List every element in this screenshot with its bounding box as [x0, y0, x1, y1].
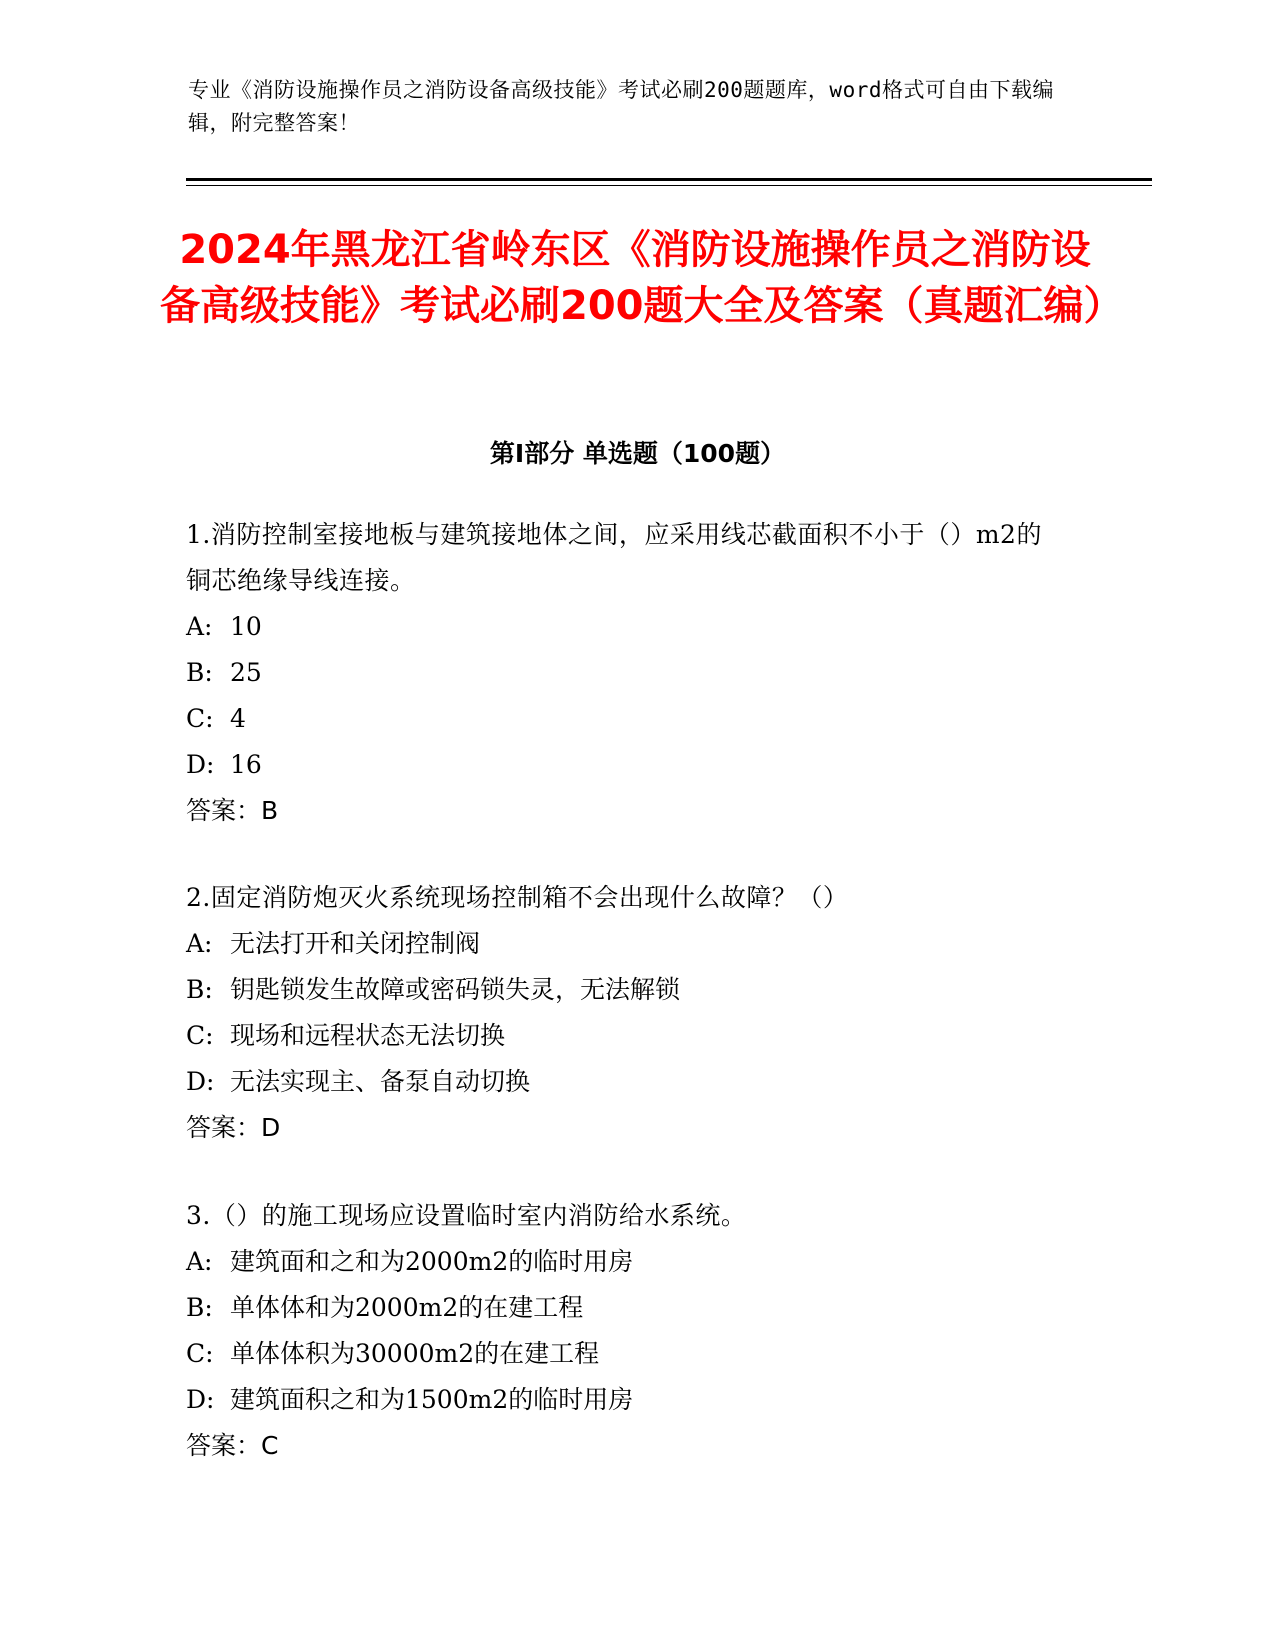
- option-letter: A:: [186, 1247, 213, 1276]
- option-text: 现场和远程状态无法切换: [230, 1021, 506, 1050]
- option-text: 16: [230, 750, 262, 779]
- section-title: 第Ⅰ部分 单选题（100题）: [489, 439, 786, 468]
- question-option: [186, 1239, 1066, 1285]
- option-text: 单体体和为2000m2的在建工程: [230, 1293, 584, 1322]
- option-text: 建筑面和之和为2000m2的临时用房: [230, 1247, 634, 1276]
- option-letter: D:: [186, 1067, 215, 1096]
- question-stem: 3.（）的施工现场应设置临时室内消防给水系统。: [186, 1201, 747, 1230]
- option-text: 25: [230, 658, 262, 687]
- question-option: [186, 1331, 1066, 1377]
- option-text: 4: [230, 704, 246, 733]
- question-option: [186, 604, 1066, 650]
- option-letter: D:: [186, 1385, 215, 1414]
- question-option: [186, 650, 1066, 696]
- option-text: 钥匙锁发生故障或密码锁失灵，无法解锁: [230, 975, 681, 1004]
- question-option: [186, 696, 1066, 742]
- question-option: [186, 1013, 1066, 1059]
- question-option: [186, 1285, 1066, 1331]
- option-text: 无法打开和关闭控制阀: [230, 929, 481, 958]
- option-letter: A:: [186, 612, 213, 641]
- option-text: 建筑面积之和为1500m2的临时用房: [230, 1385, 634, 1414]
- question-block: [186, 512, 1066, 834]
- question-option: [186, 1377, 1066, 1423]
- question-answer: 答案：C: [186, 1431, 279, 1460]
- header-rule-thick: [186, 178, 1152, 181]
- question-answer: 答案：D: [186, 1113, 281, 1142]
- question-option: [186, 742, 1066, 788]
- question-block: [186, 1193, 1066, 1469]
- option-letter: C:: [186, 1021, 214, 1050]
- question-stem: 2.固定消防炮灭火系统现场控制箱不会出现什么故障？（）: [186, 883, 849, 912]
- option-text: 无法实现主、备泵自动切换: [230, 1067, 531, 1096]
- header-rule-thin: [186, 185, 1152, 186]
- option-text: 10: [230, 612, 262, 641]
- option-text: 单体体积为30000m2的在建工程: [230, 1339, 600, 1368]
- question-block: [186, 875, 1066, 1151]
- header-note: 专业《消防设施操作员之消防设备高级技能》考试必刷200题题库，word格式可自由下载编辑，附完整答案！: [188, 78, 1054, 135]
- option-letter: B:: [186, 658, 213, 687]
- option-letter: C:: [186, 1339, 214, 1368]
- option-letter: A:: [186, 929, 213, 958]
- question-option: [186, 921, 1066, 967]
- question-option: [186, 967, 1066, 1013]
- question-option: [186, 1059, 1066, 1105]
- option-letter: B:: [186, 1293, 213, 1322]
- option-letter: D:: [186, 750, 215, 779]
- option-letter: B:: [186, 975, 213, 1004]
- question-answer: 答案：B: [186, 796, 279, 825]
- option-letter: C:: [186, 704, 214, 733]
- question-stem: 1.消防控制室接地板与建筑接地体之间，应采用线芯截面积不小于（）m2的铜芯绝缘导线连接。: [186, 520, 1042, 595]
- document-title: 2024年黑龙江省岭东区《消防设施操作员之消防设备高级技能》考试必刷200题大全及答案（真题汇编）: [160, 227, 1124, 329]
